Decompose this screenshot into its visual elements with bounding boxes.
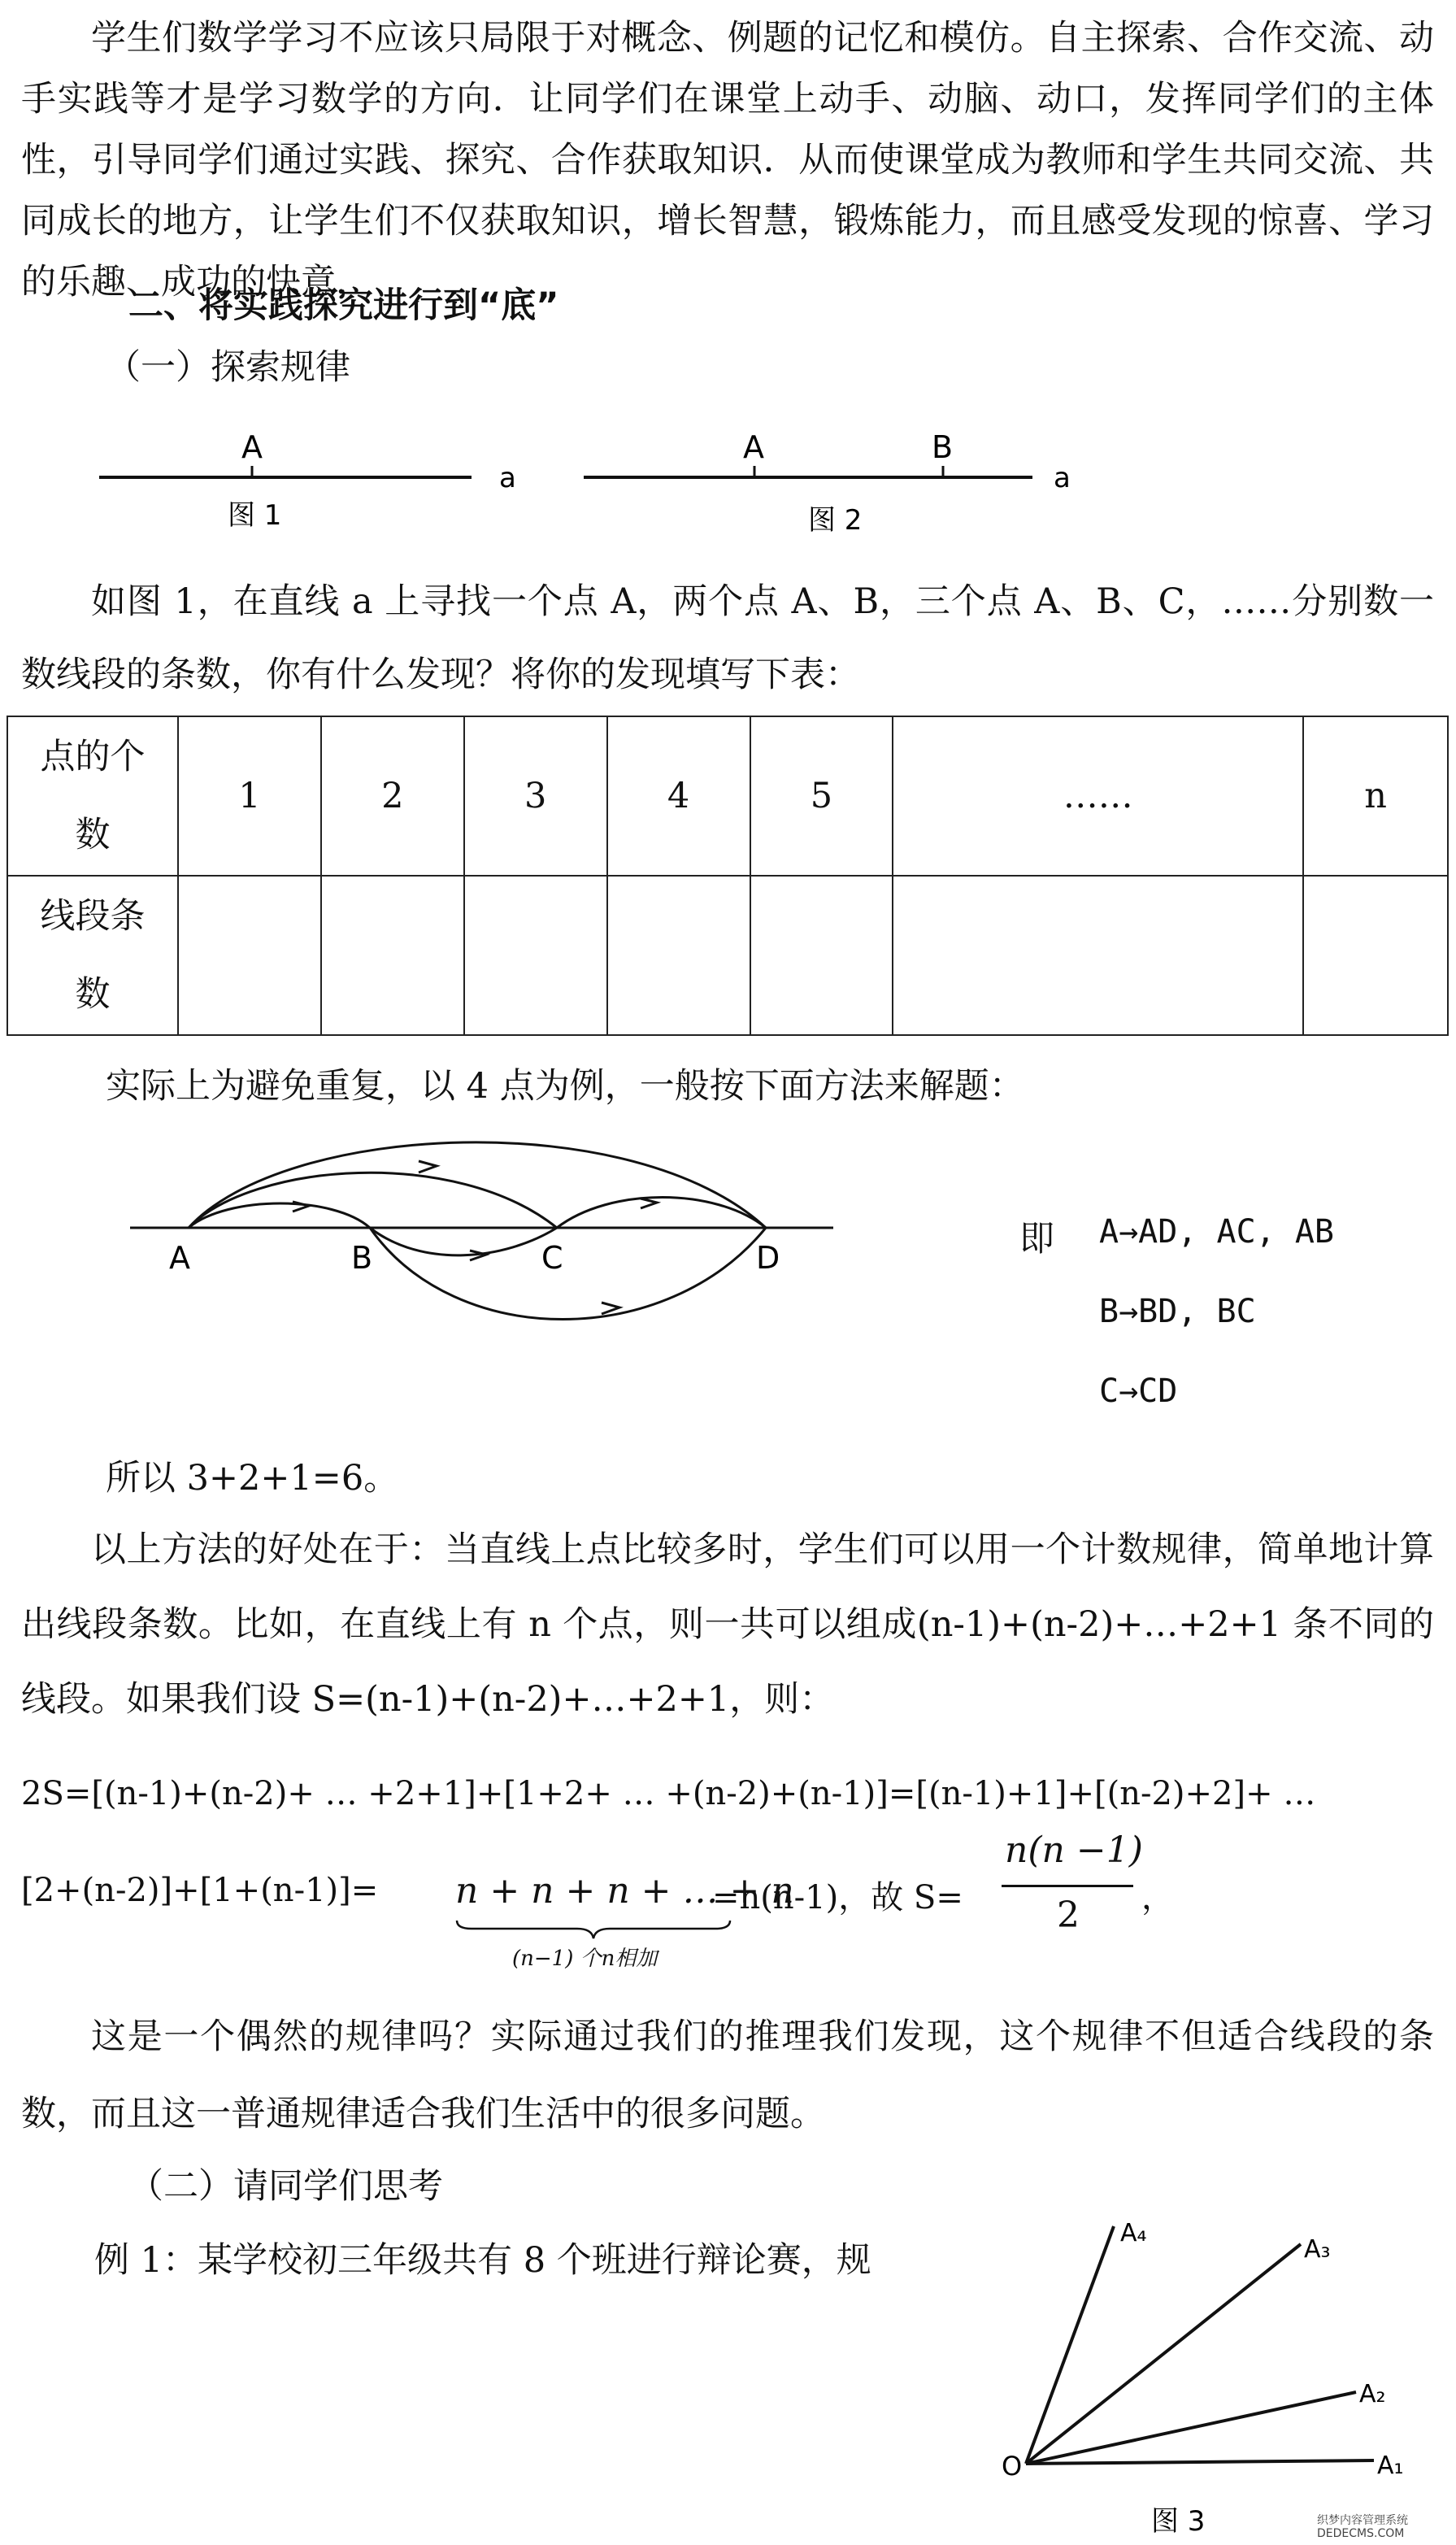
formula-line-2-start: [2+(n-2)]+[1+(n-1)]= — [21, 1872, 379, 1909]
watermark-line-1: 织梦内容管理系统 — [1317, 2514, 1408, 2527]
table-cell-col-1: 1 — [178, 716, 321, 876]
fig3-ray-a1: A₁ — [1377, 2451, 1404, 2480]
table-row-points — [7, 716, 1448, 876]
segment-count-table — [7, 716, 1449, 1036]
arrow-c-d — [641, 1199, 657, 1208]
fig3-ray-a3: A₃ — [1304, 2235, 1331, 2264]
arc-b-d — [370, 1228, 766, 1320]
benefit-section — [21, 1512, 1434, 1737]
arc-point-a: A — [169, 1240, 190, 1276]
table-input-cell[interactable] — [321, 876, 464, 1035]
header-line-2: 数 — [75, 974, 111, 1015]
table-input-cell[interactable] — [750, 876, 893, 1035]
fig3-ray-a2: A₂ — [1359, 2380, 1386, 2408]
subsection-title-1: （一）探索规律 — [106, 347, 350, 388]
table-row-segments — [7, 876, 1448, 1035]
sum-line: 所以 3+2+1=6。 — [106, 1458, 399, 1499]
figure-3 — [992, 2212, 1456, 2545]
enumeration-line-3: C→CD — [1099, 1373, 1178, 1410]
table-cell-col-4: 4 — [607, 716, 750, 876]
fig3-caption: 图 3 — [1151, 2505, 1206, 2538]
arc-point-d: D — [756, 1240, 780, 1276]
fig2-point-a: A — [743, 429, 764, 465]
underbrace — [455, 1917, 732, 1942]
fig3-ray-a4: A₄ — [1120, 2219, 1147, 2247]
fig2-caption: 图 2 — [808, 504, 863, 537]
fraction-denominator: 2 — [1057, 1895, 1080, 1936]
arrow-b-d — [602, 1303, 619, 1314]
header-line-1: 线段条 — [40, 896, 146, 937]
table-input-cell[interactable] — [178, 876, 321, 1035]
table-input-cell[interactable] — [464, 876, 607, 1035]
fig1-line-label: a — [499, 462, 516, 494]
arc-a-c — [189, 1172, 557, 1228]
table-cell-col-ellipsis: …… — [893, 716, 1303, 876]
table-cell-col-2: 2 — [321, 716, 464, 876]
arc-figure — [0, 1114, 894, 1350]
subsection-title-2: （二）请同学们思考 — [128, 2166, 443, 2207]
header-line-2: 数 — [75, 815, 111, 855]
ray-a1 — [1026, 2460, 1374, 2464]
formula-line-2-mid: =n(n-1)，故 S= — [712, 1879, 963, 1916]
watermark-line-2: DEDECMS.COM — [1317, 2527, 1405, 2540]
table-cell-col-n: n — [1303, 716, 1448, 876]
table-cell-col-3: 3 — [464, 716, 607, 876]
table-input-cell[interactable] — [893, 876, 1303, 1035]
arrow-a-d — [419, 1161, 437, 1172]
question-section — [21, 565, 1434, 711]
fig2-point-b: B — [932, 429, 954, 465]
figure-1-2 — [0, 419, 1456, 541]
fig2-line-label: a — [1054, 462, 1071, 494]
arc-c-d — [557, 1198, 766, 1229]
fraction-bar — [1002, 1885, 1133, 1887]
fig3-origin: O — [1002, 2451, 1023, 2482]
fig1-point-label: A — [241, 429, 263, 465]
conclusion-paragraph: 这是一个偶然的规律吗？实际通过我们的推理我们发现，这个规律不但适合线段的条数，而且这一普通规律适合我们生活中的很多问题。 — [21, 2016, 1434, 2134]
arc-point-c: C — [541, 1240, 563, 1276]
table-row-header-segments — [7, 876, 178, 1035]
arc-point-b: B — [351, 1240, 373, 1276]
formula-line-2-end: ， — [1141, 1879, 1174, 1916]
header-line-1: 点的个 — [40, 737, 146, 777]
benefit-paragraph: 以上方法的好处在于：当直线上点比较多时，学生们可以用一个计数规律，简单地计算出线段条数。比如，在直线上有 n 个点，则一共可以组成(n-1)+(n-2)+…+2+1 条不同的线段。如果我们设 S=(n-1)+(n-2)+…+2+1，则： — [21, 1529, 1434, 1720]
conclusion-section — [21, 1999, 1434, 2153]
ray-a2 — [1026, 2392, 1356, 2464]
fig1-caption: 图 1 — [228, 499, 282, 532]
arrow-a-b — [293, 1202, 309, 1212]
table-input-cell[interactable] — [607, 876, 750, 1035]
enumeration-line-1: A→AD, AC, AB — [1099, 1213, 1334, 1251]
fraction-numerator: n(n −1) — [1005, 1829, 1143, 1871]
underbrace-label: (n−1) 个n相加 — [512, 1947, 658, 1971]
intro-section — [21, 8, 1434, 313]
table-row-header-points — [7, 716, 178, 876]
section-title: 二、将实践探究进行到“底” — [128, 285, 559, 326]
intro-paragraph: 学生们数学学习不应该只局限于对概念、例题的记忆和模仿。自主探索、合作交流、动手实践等才是学习数学的方向．让同学们在课堂上动手、动脑、动口，发挥同学们的主体性，引导同学们通过实践、探究、合作获取知识．从而使课堂成为教师和学生共同交流、共同成长的地方，让学生们不仅获取知识，增长智慧，锻炼能力，而且感受发现的惊喜、学习的乐趣、成功的快意． — [21, 18, 1434, 302]
table-input-cell[interactable] — [1303, 876, 1448, 1035]
arc-b-c — [370, 1228, 557, 1255]
example-1-text: 例 1：某学校初三年级共有 8 个班进行辩论赛，规 — [94, 2240, 871, 2281]
question-paragraph: 如图 1，在直线 a 上寻找一个点 A，两个点 A、B，三个点 A、B、C，……分别数一数线段的条数，你有什么发现？将你的发现填写下表： — [21, 581, 1434, 695]
method-intro: 实际上为避免重复，以 4 点为例，一般按下面方法来解题： — [106, 1066, 1024, 1107]
table-cell-col-5: 5 — [750, 716, 893, 876]
enumeration-line-2: B→BD, BC — [1099, 1293, 1256, 1330]
formula-line-1: 2S=[(n-1)+(n-2)+ … +2+1]+[1+2+ … +(n-2)+(n-1)]=[(n-1)+1]+[(n-2)+2]+ … — [21, 1775, 1316, 1812]
watermark — [1317, 2514, 1408, 2540]
formula-n-sum: n + n + n + … + n — [455, 1870, 794, 1912]
enumeration-prefix: 即 — [1019, 1219, 1054, 1259]
